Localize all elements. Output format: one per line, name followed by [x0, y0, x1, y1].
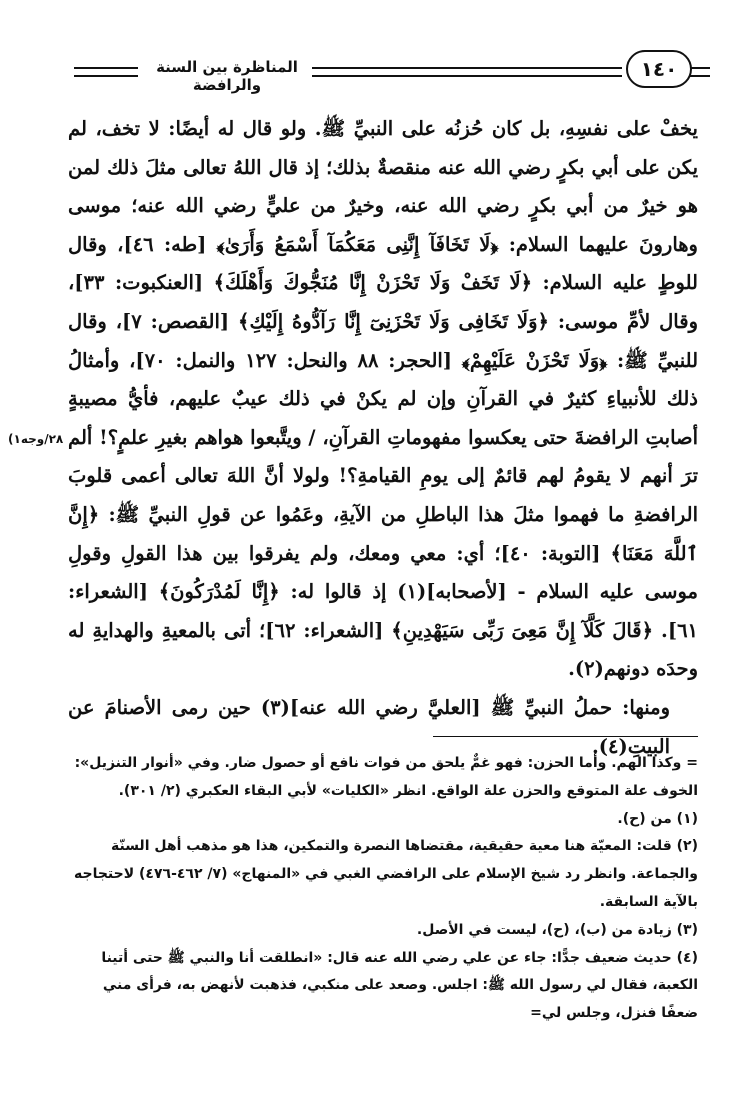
header-rule-right: [690, 67, 710, 77]
header-rule-left: [74, 67, 138, 77]
footnote: (٤) حديث ضعيف جدًّا: جاء عن علي رضي الله عنه قال: «انطلقت أنا والنبي ﷺ حتى أتينا الكعبة، فقال لي رسول الله ﷺ: اجلس. وصعد على منكبي، فذهبت لأنهض به، فرأى مني ضعفًا فنزل، وجلس لي=: [101, 949, 698, 1022]
footnote-separator: [433, 736, 698, 737]
footnote: = وكذا الهم. وأما الحزن: فهو غمٌّ يلحق من فوات نافع أو حصول ضار. وفي «أنوار التنزيل»: الخوف علة المتوقع والحزن علة الواقع. انظر «الكليات» لأبي البقاء العكبري (٢/ ٣٠١).: [74, 755, 698, 799]
footnote: (٢) قلت: المعيّة هنا معية حقيقية، مقتضاها النصرة والتمكين، هذا هو مذهب أهل السنّة والجماعة. وانظر رد شيخ الإسلام على الرافضي الغبي في «المنهاج» (٧/ ٤٦٢-٤٧٦) لاحتجاجه بالآية السابقة.: [73, 838, 698, 910]
page-header: [60, 50, 700, 94]
body-paragraph: يخفْ على نفسِهِ، بل كان حُزنُه على النبيِّ ﷺ. ولو قال له أيضًا: لا تخف، لم يكن على أبي بكرٍ رضي الله عنه منقصةٌ بذلك؛ إذ قال اللهُ تعالى مثلَ ذلك لمن هو خيرٌ من أبي بكرٍ رضي الله عنه، وخيرٌ من عليٍّ رضي الله عنه؛ موسى وهارونَ عليهما السلام: ﴿لَا تَخَافَآ إِنَّنِى مَعَكُمَآ أَسْمَعُ وَأَرَىٰ﴾ [طه: ٤٦]، وقال للوطٍ عليه السلام: ﴿لَا تَخَفْ وَلَا تَحْزَنْ إِنَّا مُنَجُّوكَ وَأَهْلَكَ﴾ [العنكبوت: ٣٣]، وقال لأمِّ موسى: ﴿وَلَا تَخَافِى وَلَا تَحْزَنِىٓ إِنَّا رَآدُّوهُ إِلَيْكِ﴾ [القصص: ٧]، وقال للنبيِّ ﷺ: ﴿وَلَا تَحْزَنْ عَلَيْهِمْ﴾ [الحجر: ٨٨ والنحل: ١٢٧ والنمل: ٧٠]، وأمثالُ ذلك للأنبياءِ كثيرٌ في القرآنِ وإن لم يكنْ في ذلك عيبٌ عليهم، فأيُّ مصيبةٍ أصابتِ الرافضةَ حتى يعكسوا مفهوماتِ القرآنِ، / ويتَّبعوا هواهم بغيرِ علمٍ؟! ألم ترَ أنهم لا يقومُ لهم قائمٌ إلى يومِ القيامةِ؟! ولولا أنَّ اللهَ تعالى أعمى قلوبَ الرافضةِ ما فهموا مثلَ هذا الباطلِ من الآيةِ، وعَمُوا عن قولِ النبيِّ ﷺ: ﴿إِنَّ ٱللَّهَ مَعَنَا﴾ [التوبة: ٤٠]؛ أي: معي ومعك، ولم يفرقوا بين هذا القولِ وقولِ موسى عليه السلام - [لأصحابه](١) إذ قالوا له: ﴿إِنَّا لَمُدْرَكُونَ﴾ [الشعراء: ٦١]. ﴿قَالَ كَلَّآ إِنَّ مَعِىَ رَبِّى سَيَهْدِينِ﴾ [الشعراء: ٦٢]؛ أتى بالمعيةِ والهدايةِ له وحدَه دونهم(٢).: [68, 117, 699, 681]
footnotes: [66, 750, 698, 1028]
header-rule-middle: [312, 67, 622, 77]
footnote: (١) من (ح).: [617, 810, 698, 827]
page-number: ١٤٠: [626, 50, 692, 88]
manuscript-margin-note: ٢٨/وجه١): [8, 432, 64, 446]
running-title: المناظرة بين السنة والرافضة: [156, 58, 298, 94]
body-paragraph: ومنها: حملُ النبيِّ ﷺ [العليَّ رضي الله عنه](٣) حين رمى الأصنامَ عن البيتِ(٤).: [68, 695, 670, 758]
main-text: [68, 110, 698, 766]
footnote: (٣) زيادة من (ب)، (ح)، ليست في الأصل.: [416, 921, 698, 938]
